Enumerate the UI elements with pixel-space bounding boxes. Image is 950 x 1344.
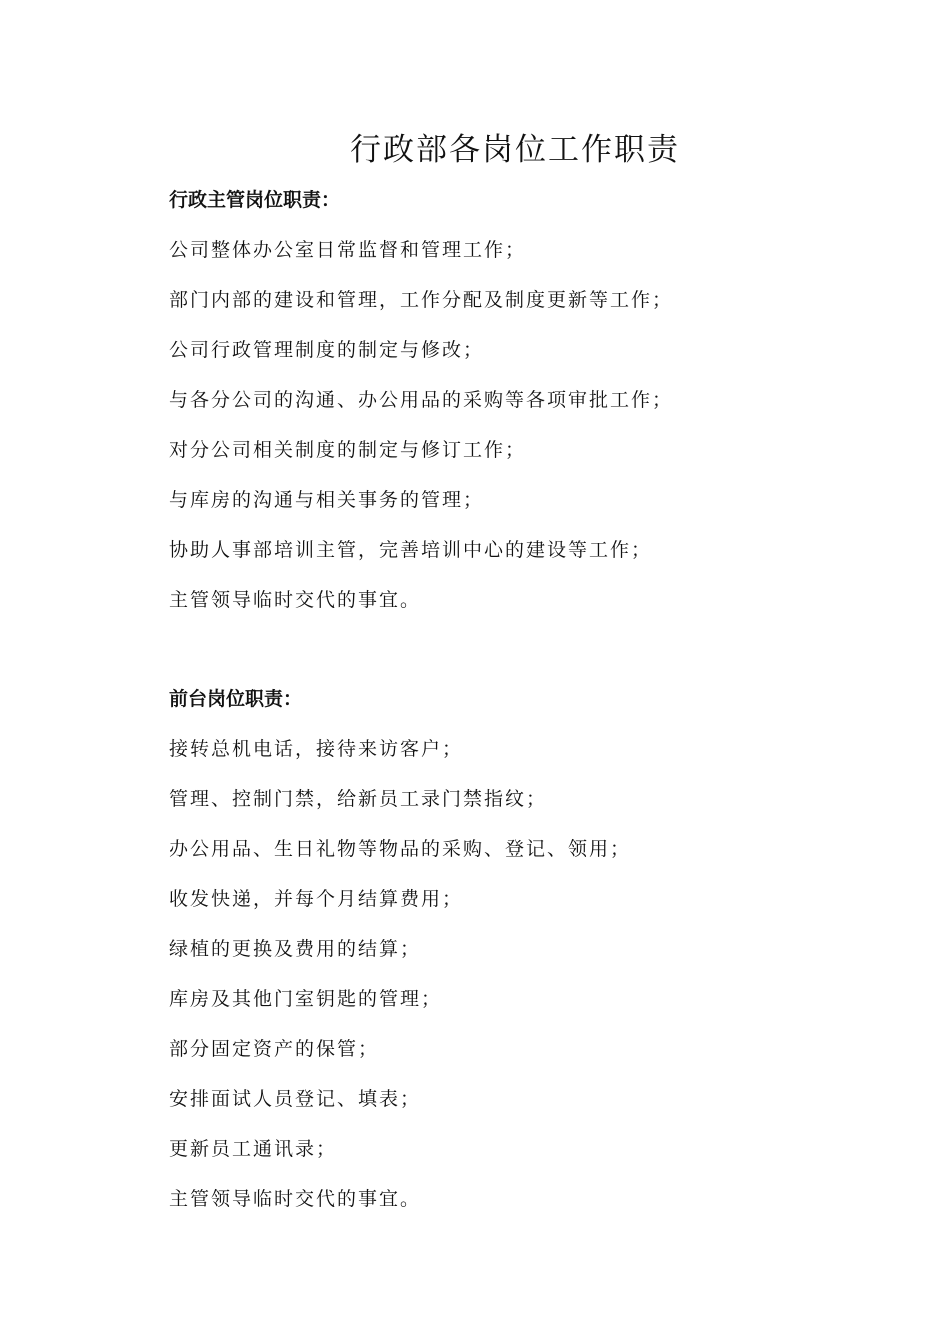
duty-item: 绿植的更换及费用的结算；	[169, 938, 422, 960]
duty-list	[169, 230, 869, 620]
duty-item: 收发快递，并每个月结算费用；	[169, 888, 464, 910]
section-heading: 前台岗位职责：	[169, 688, 303, 710]
duty-item: 主管领导临时交代的事宜。	[169, 1188, 422, 1210]
duty-item: 协助人事部培训主管，完善培训中心的建设等工作；	[169, 539, 653, 561]
duty-item: 公司整体办公室日常监督和管理工作；	[169, 239, 527, 261]
duty-item: 管理、控制门禁，给新员工录门禁指纹；	[169, 788, 548, 810]
duty-item: 与各分公司的沟通、办公用品的采购等各项审批工作；	[169, 389, 674, 411]
duty-item: 主管领导临时交代的事宜。	[169, 589, 422, 611]
duty-item: 安排面试人员登记、填表；	[169, 1088, 422, 1110]
duty-list	[169, 729, 869, 1219]
duty-item: 部分固定资产的保管；	[169, 1038, 380, 1060]
document-title: 行政部各岗位工作职责	[350, 132, 680, 168]
section-admin-supervisor	[169, 180, 869, 620]
duty-item: 更新员工通讯录；	[169, 1138, 338, 1160]
duty-item: 办公用品、生日礼物等物品的采购、登记、领用；	[169, 838, 632, 860]
section-front-desk	[169, 679, 869, 1219]
section-heading: 行政主管岗位职责：	[169, 189, 341, 211]
duty-item: 对分公司相关制度的制定与修订工作；	[169, 439, 527, 461]
duty-item: 与库房的沟通与相关事务的管理；	[169, 489, 485, 511]
duty-item: 接转总机电话，接待来访客户；	[169, 738, 464, 760]
duty-item: 库房及其他门室钥匙的管理；	[169, 988, 443, 1010]
duty-item: 公司行政管理制度的制定与修改；	[169, 339, 485, 361]
duty-item: 部门内部的建设和管理，工作分配及制度更新等工作；	[169, 289, 674, 311]
